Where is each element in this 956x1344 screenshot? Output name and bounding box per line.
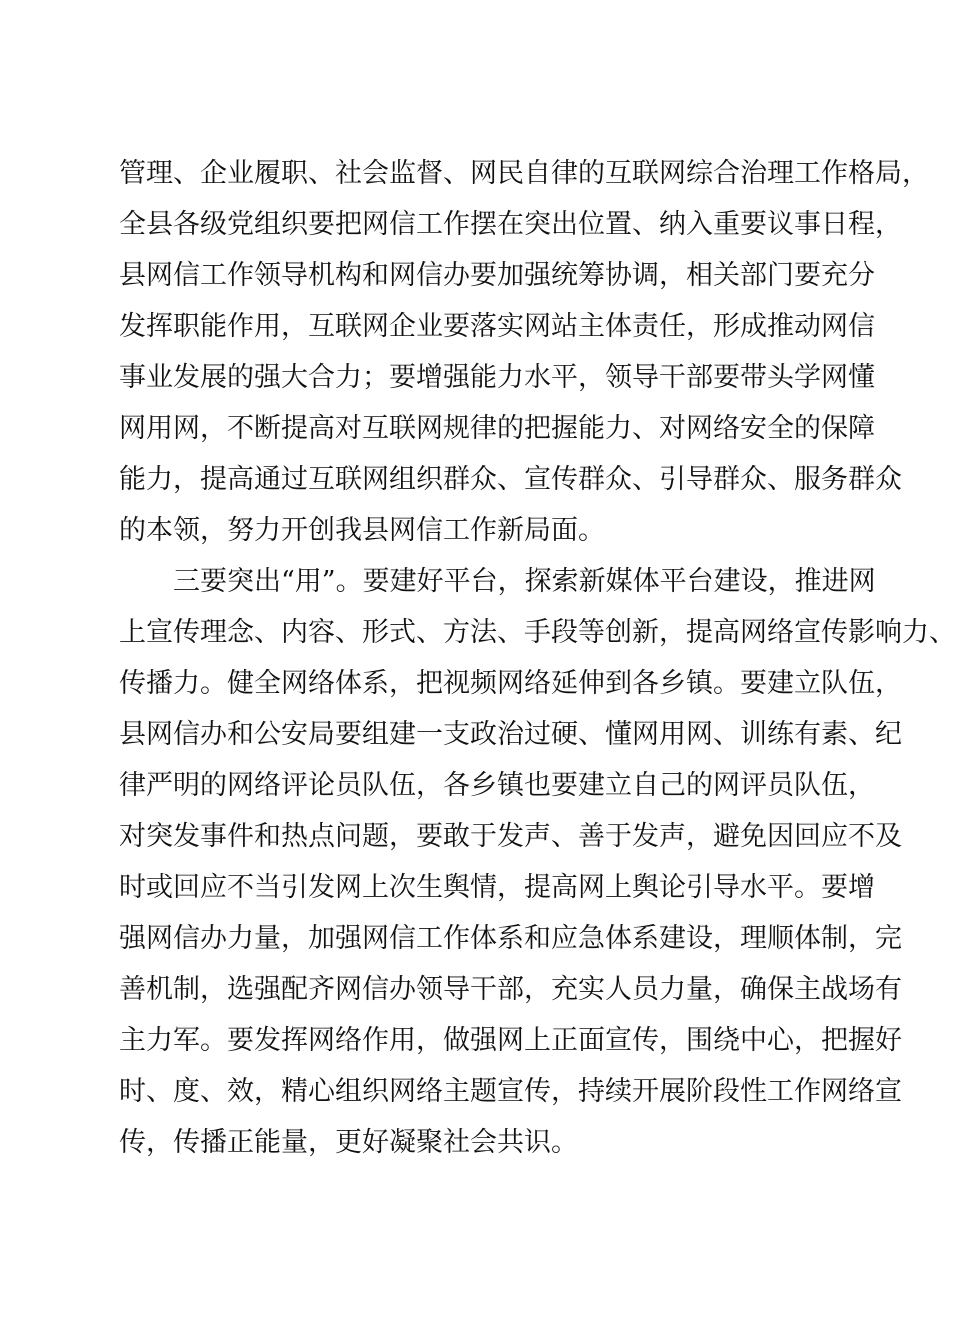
paragraph-line: 事业发展的强大合力；要增强能力水平，领导干部要带头学网懂 [119,362,875,393]
document-body [119,148,956,1168]
paragraph-line: 网用网，不断提高对互联网规律的把握能力、对网络安全的保障 [119,413,875,444]
paragraph-line: 三要突出“用”。要建好平台，探索新媒体平台建设，推进网 [173,566,876,597]
paragraph-line: 时或回应不当引发网上次生舆情，提高网上舆论引导水平。要增 [119,872,875,903]
paragraph-line: 管理、企业履职、社会监督、网民自律的互联网综合治理工作格局， [119,158,929,189]
paragraph-2 [119,556,956,1168]
paragraph-line: 传，传播正能量，更好凝聚社会共识。 [119,1127,578,1158]
paragraph-line: 全县各级党组织要把网信工作摆在突出位置、纳入重要议事日程， [119,209,902,240]
paragraph-line: 律严明的网络评论员队伍，各乡镇也要建立自己的网评员队伍， [119,770,875,801]
paragraph-line: 的本领，努力开创我县网信工作新局面。 [119,515,605,546]
paragraph-line: 善机制，选强配齐网信办领导干部，充实人员力量，确保主战场有 [119,974,902,1005]
paragraph-line: 发挥职能作用，互联网企业要落实网站主体责任，形成推动网信 [119,311,875,342]
paragraph-line: 强网信办力量，加强网信工作体系和应急体系建设，理顺体制，完 [119,923,902,954]
paragraph-line: 传播力。健全网络体系，把视频网络延伸到各乡镇。要建立队伍， [119,668,902,699]
paragraph-1 [119,148,929,556]
paragraph-line: 对突发事件和热点问题，要敢于发声、善于发声，避免因回应不及 [119,821,902,852]
paragraph-line: 主力军。要发挥网络作用，做强网上正面宣传，围绕中心，把握好 [119,1025,902,1056]
paragraph-line: 县网信工作领导机构和网信办要加强统筹协调，相关部门要充分 [119,260,875,291]
paragraph-line: 县网信办和公安局要组建一支政治过硬、懂网用网、训练有素、纪 [119,719,902,750]
paragraph-line: 上宣传理念、内容、形式、方法、手段等创新，提高网络宣传影响力、 [119,617,956,648]
paragraph-line: 时、度、效，精心组织网络主题宣传，持续开展阶段性工作网络宣 [119,1076,902,1107]
paragraph-line: 能力，提高通过互联网组织群众、宣传群众、引导群众、服务群众 [119,464,902,495]
